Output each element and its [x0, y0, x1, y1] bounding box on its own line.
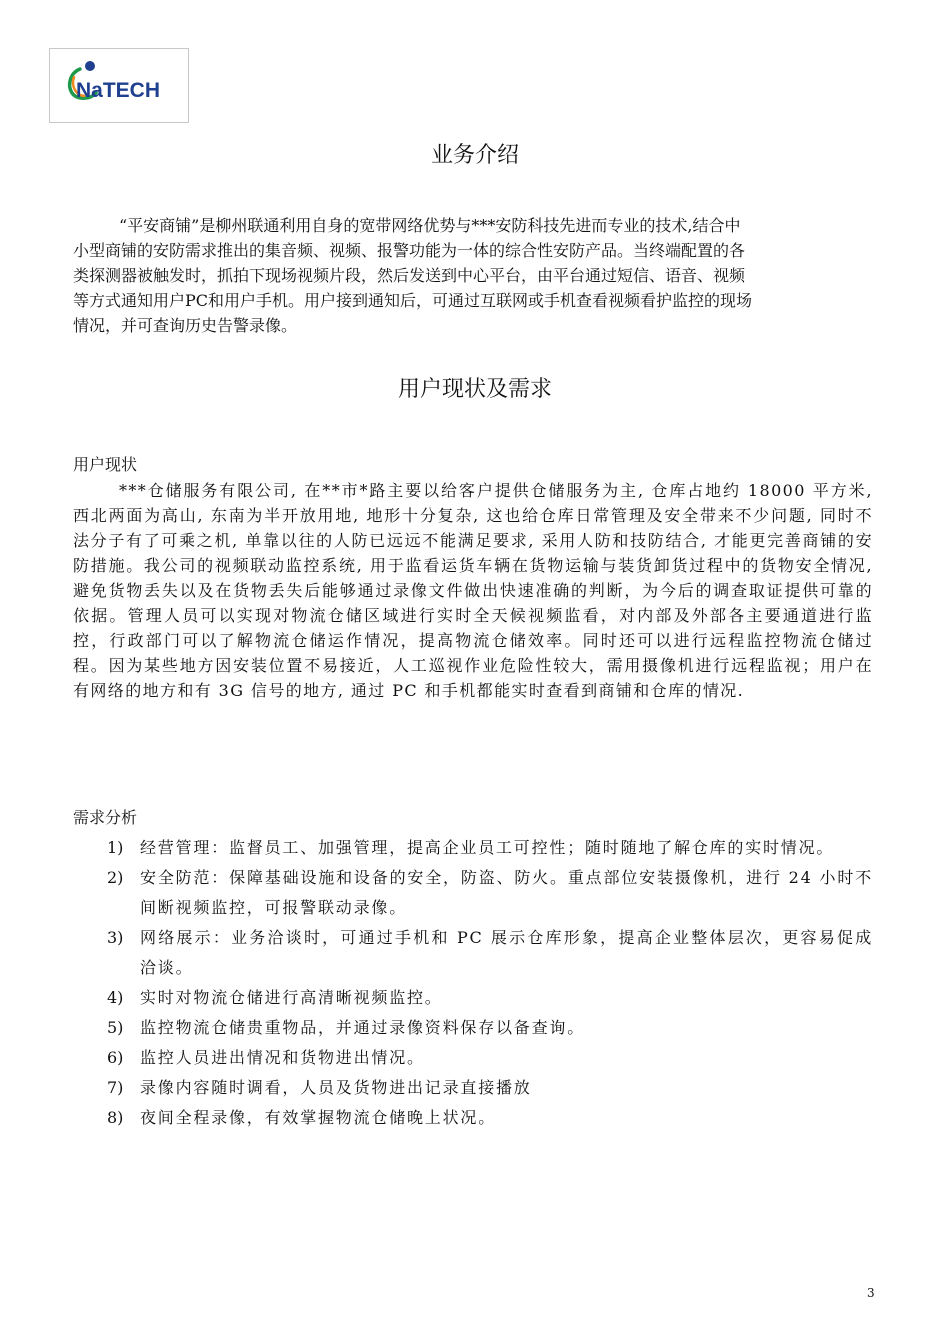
needs-analysis-label: 需求分析 — [73, 808, 138, 827]
intro-line: 情况，并可查询历史告警录像。 — [73, 316, 298, 335]
list-item-number: 6) — [107, 1048, 124, 1067]
list-item-number: 3) — [107, 928, 124, 947]
list-item-number: 5) — [107, 1018, 124, 1037]
list-item-number: 1) — [107, 838, 124, 857]
list-item — [73, 923, 873, 983]
intro-line: 类探测器被触发时，抓拍下现场视频片段，然后发送到中心平台，由平台通过短信、语音、视频 — [73, 266, 746, 285]
list-item — [73, 983, 873, 1013]
list-item-text: 网络展示：业务洽谈时，可通过手机和 PC 展示仓库形象，提高企业整体层次，更容易促成洽谈。 — [140, 928, 873, 977]
list-item-text: 安全防范：保障基础设施和设备的安全，防盗、防火。重点部位安装摄像机，进行 24 小时不间断视频监控，可报警联动录像。 — [140, 868, 873, 917]
list-item-text: 夜间全程录像，有效掌握物流仓储晚上状况。 — [140, 1108, 497, 1127]
section-title-business-intro: 业务介绍 — [430, 143, 519, 168]
list-item — [73, 1013, 873, 1043]
list-item-text: 经营管理：监督员工、加强管理，提高企业员工可控性；随时随地了解仓库的实时情况。 — [140, 838, 835, 857]
business-intro-paragraph — [73, 213, 873, 338]
user-status-label: 用户现状 — [73, 455, 138, 474]
intro-line: “平安商铺”是柳州联通利用自身的宽带网络优势与***安防科技先进而专业的技术,结合中 — [119, 216, 741, 235]
list-item-text: 实时对物流仓储进行高清晰视频监控。 — [140, 988, 443, 1007]
natech-swirl-logo-icon — [50, 49, 190, 124]
needs-list — [73, 833, 873, 1133]
list-item-number: 8) — [107, 1108, 124, 1127]
intro-line: 等方式通知用户PC和用户手机。用户接到通知后，可通过互联网或手机查看视频看护监控的现场 — [73, 291, 753, 310]
list-item-number: 7) — [107, 1078, 124, 1097]
page-number: 3 — [867, 1286, 875, 1300]
list-item — [73, 833, 873, 863]
list-item-text: 监控物流仓储贵重物品，并通过录像资料保存以备查询。 — [140, 1018, 586, 1037]
list-item — [73, 1043, 873, 1073]
list-item-text: 监控人员进出情况和货物进出情况。 — [140, 1048, 425, 1067]
company-logo — [49, 48, 189, 123]
list-item-number: 4) — [107, 988, 124, 1007]
intro-line: 小型商铺的安防需求推出的集音频、视频、报警功能为一体的综合性安防产品。当终端配置的各 — [73, 241, 746, 260]
list-item — [73, 1073, 873, 1103]
list-item — [73, 863, 873, 923]
list-item-number: 2) — [107, 868, 124, 887]
section-title-user-status-needs: 用户现状及需求 — [397, 377, 552, 402]
logo-wordmark: NaTECH — [76, 79, 161, 102]
user-status-paragraph: ***仓储服务有限公司, 在**市*路主要以给客户提供仓储服务为主, 仓库占地约 18000 平方米, 西北两面为高山, 东南为半开放用地, 地形十分复杂, 这也给仓库日常管理及安全带来不少问题, 同时不法分子有了可乘之机, 单靠以往的人防已远远不能满足要求, 采用人防和技防结合, 才能更完善商铺的安防措施。我公司的视频联动监控系统, 用于监看运货车辆在货物运输与装货卸货过程中的货物安全情况, 避免货物丢失以及在货物丢失后能够通过录像文件做出快速准确的判断，为今后的调查取证提供可靠的依据。管理人员可以实现对物流仓储区域进行实时全天候视频监看，对内部及外部各主要通道进行监控，行政部门可以了解物流仓储运作情况，提高物流仓储效率。同时还可以进行远程监控物流仓储过程。因为某些地方因安装位置不易接近，人工巡视作业危险性较大，需用摄像机进行远程监视；用户在有网络的地方和有 3G 信号的地方, 通过 PC 和手机都能实时查看到商铺和仓库的情况. — [73, 481, 873, 700]
list-item — [73, 1103, 873, 1133]
list-item-text: 录像内容随时调看，人员及货物进出记录直接播放 — [140, 1078, 532, 1097]
